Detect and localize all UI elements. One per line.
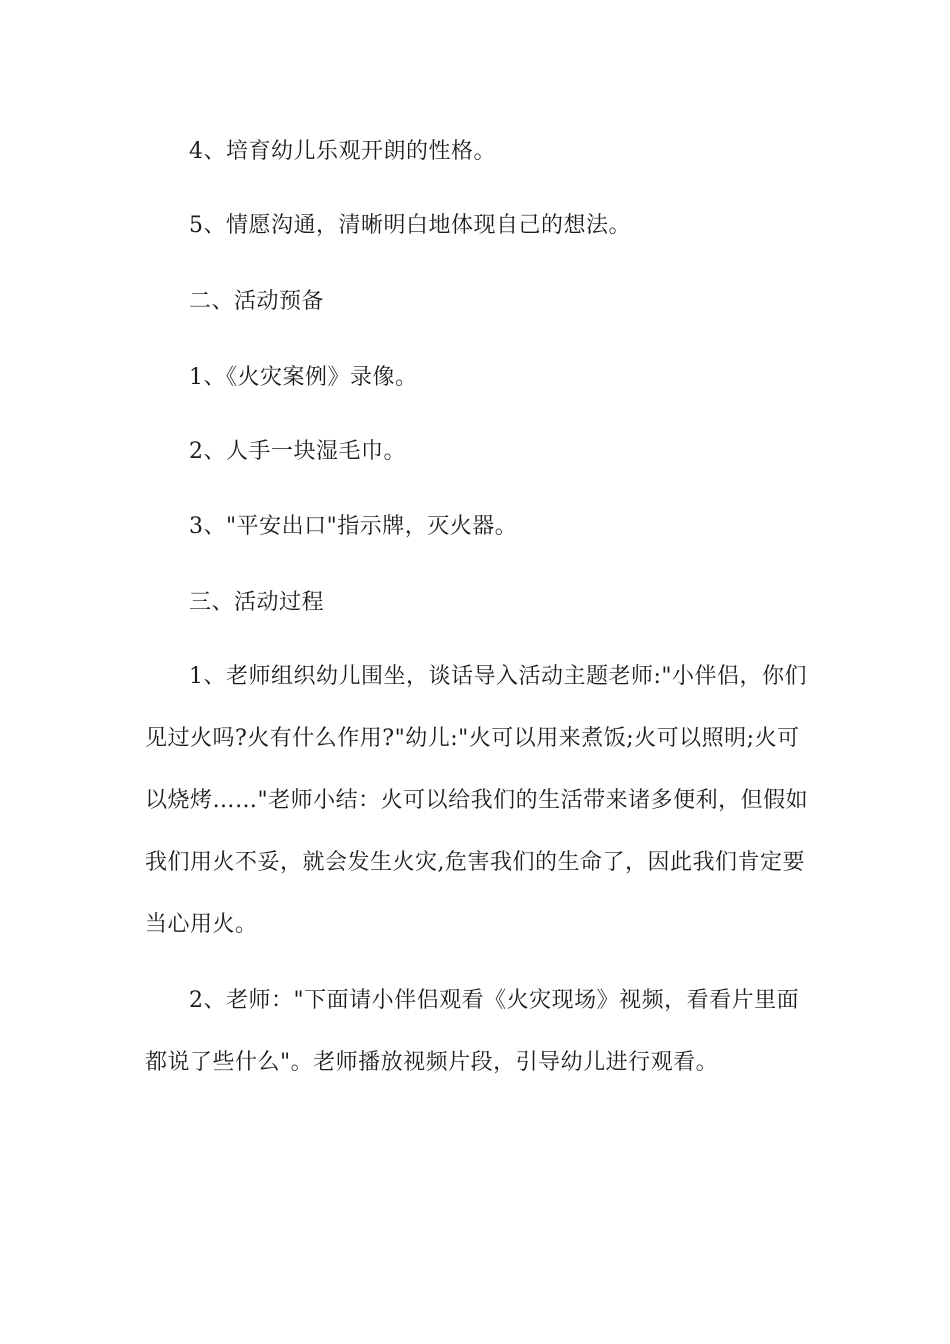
objective-4: 4、培育幼儿乐观开朗的性格。 bbox=[189, 139, 496, 164]
process-step-1-line-5: 当心用火。 bbox=[145, 912, 258, 937]
section-heading-process: 三、活动过程 bbox=[189, 590, 325, 615]
section-heading-preparation: 二、活动预备 bbox=[189, 289, 325, 314]
process-step-1-line-3: 以烧烤……"老师小结：火可以给我们的生活带来诸多便利，但假如 bbox=[145, 788, 809, 813]
process-step-1-line-2: 见过火吗?火有什么作用?"幼儿:"火可以用来煮饭;火可以照明;火可 bbox=[145, 726, 800, 751]
objective-5: 5、情愿沟通，清晰明白地体现自己的想法。 bbox=[189, 213, 631, 238]
preparation-item-1: 1、《火灾案例》录像。 bbox=[189, 365, 418, 390]
preparation-item-2: 2、人手一块湿毛巾。 bbox=[189, 439, 406, 464]
preparation-item-3: 3、"平安出口"指示牌，灭火器。 bbox=[189, 514, 518, 539]
process-step-2-line-1: 2、老师："下面请小伴侣观看《火灾现场》视频，看看片里面 bbox=[189, 988, 800, 1013]
process-step-2-line-2: 都说了些什么"。老师播放视频片段，引导幼儿进行观看。 bbox=[145, 1050, 719, 1075]
process-step-1-line-4: 我们用火不妥，就会发生火灾,危害我们的生命了，因此我们肯定要 bbox=[145, 850, 805, 875]
process-step-1-line-1: 1、老师组织幼儿围坐，谈话导入活动主题老师:"小伴侣，你们 bbox=[189, 664, 808, 689]
